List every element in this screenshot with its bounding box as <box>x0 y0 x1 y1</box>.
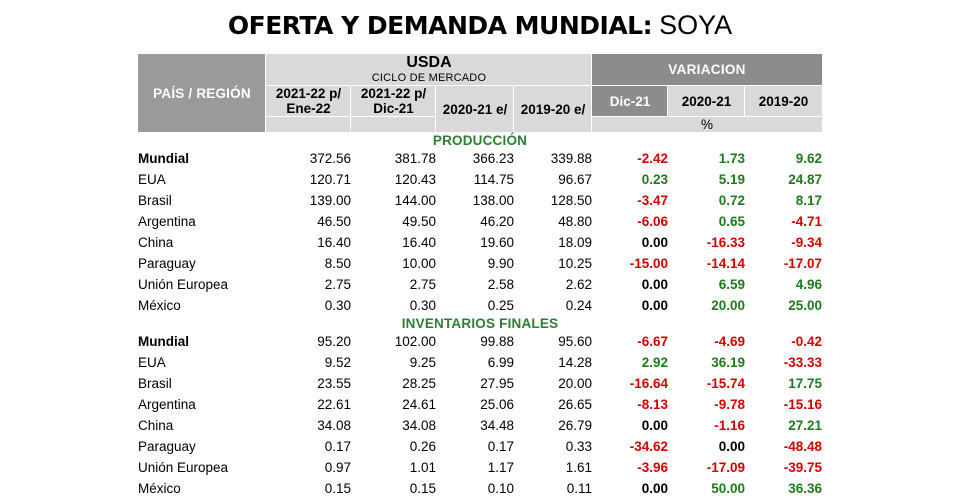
header-col-2019-20-line1: 2019-20 e/ <box>521 102 586 117</box>
cell-value: 102.00 <box>351 331 436 352</box>
cell-variation: -0.42 <box>745 331 822 352</box>
cell-value: 18.09 <box>514 232 592 253</box>
cell-variation: 0.00 <box>592 478 668 499</box>
header-var-2019-20: 2019-20 <box>745 86 822 117</box>
header-col-2020-21 <box>436 86 514 133</box>
row-region: Paraguay <box>138 436 266 457</box>
cell-variation: 27.21 <box>745 415 822 436</box>
header-col-2019-20 <box>514 86 592 133</box>
section-title-inventarios: INVENTARIOS FINALES <box>138 316 822 331</box>
cell-value: 1.17 <box>436 457 514 478</box>
cell-value: 0.97 <box>266 457 351 478</box>
cell-value: 0.15 <box>266 478 351 499</box>
header-var-2020-21: 2020-21 <box>668 86 745 117</box>
cell-value: 14.28 <box>514 352 592 373</box>
cell-value: 20.00 <box>514 373 592 394</box>
cell-value: 0.10 <box>436 478 514 499</box>
table-row <box>138 436 822 457</box>
cell-variation: 0.00 <box>592 415 668 436</box>
cell-variation: 9.62 <box>745 148 822 169</box>
cell-variation: 0.72 <box>668 190 745 211</box>
cell-value: 28.25 <box>351 373 436 394</box>
cell-value: 6.99 <box>436 352 514 373</box>
cell-variation: -3.96 <box>592 457 668 478</box>
cell-variation: -9.34 <box>745 232 822 253</box>
cell-value: 0.17 <box>266 436 351 457</box>
table-row <box>138 274 822 295</box>
cell-variation: 0.00 <box>592 295 668 316</box>
header-blank-2 <box>351 117 436 133</box>
cell-value: 46.20 <box>436 211 514 232</box>
cell-value: 120.43 <box>351 169 436 190</box>
cell-variation: 5.19 <box>668 169 745 190</box>
table-row <box>138 478 822 499</box>
cell-variation: -15.16 <box>745 394 822 415</box>
header-pct-label: % <box>592 117 822 133</box>
table-row <box>138 169 822 190</box>
cell-variation: -4.71 <box>745 211 822 232</box>
row-region: Brasil <box>138 373 266 394</box>
table-row <box>138 352 822 373</box>
header-col-2021-22-dic-line2: Dic-21 <box>351 101 435 116</box>
section-title-produccion: PRODUCCIÓN <box>138 133 822 149</box>
cell-variation: 4.96 <box>745 274 822 295</box>
cell-value: 49.50 <box>351 211 436 232</box>
cell-value: 2.75 <box>351 274 436 295</box>
cell-variation: -8.13 <box>592 394 668 415</box>
cell-variation: -4.69 <box>668 331 745 352</box>
cell-value: 9.25 <box>351 352 436 373</box>
cell-value: 22.61 <box>266 394 351 415</box>
cell-value: 10.25 <box>514 253 592 274</box>
cell-value: 120.71 <box>266 169 351 190</box>
cell-variation: 2.92 <box>592 352 668 373</box>
table-body <box>138 133 822 499</box>
cell-variation: 17.75 <box>745 373 822 394</box>
cell-value: 34.08 <box>266 415 351 436</box>
row-region: Mundial <box>138 331 266 352</box>
cell-value: 0.15 <box>351 478 436 499</box>
cell-variation: 0.65 <box>668 211 745 232</box>
cell-variation: -15.74 <box>668 373 745 394</box>
cell-variation: 0.00 <box>592 232 668 253</box>
cell-variation: -34.62 <box>592 436 668 457</box>
table-row <box>138 211 822 232</box>
cell-variation: -15.00 <box>592 253 668 274</box>
table-row <box>138 295 822 316</box>
page-title-bold: OFERTA Y DEMANDA MUNDIAL: <box>228 11 652 40</box>
cell-value: 95.20 <box>266 331 351 352</box>
cell-value: 9.52 <box>266 352 351 373</box>
header-usda-group <box>266 54 592 86</box>
table-row <box>138 190 822 211</box>
cell-value: 46.50 <box>266 211 351 232</box>
row-region: Paraguay <box>138 253 266 274</box>
cell-value: 16.40 <box>266 232 351 253</box>
cell-variation: -33.33 <box>745 352 822 373</box>
row-region: Argentina <box>138 211 266 232</box>
cell-variation: -39.75 <box>745 457 822 478</box>
cell-value: 114.75 <box>436 169 514 190</box>
cell-value: 23.55 <box>266 373 351 394</box>
cell-value: 25.06 <box>436 394 514 415</box>
supply-demand-table <box>137 53 822 499</box>
header-col-2021-22-dic-line1: 2021-22 p/ <box>361 86 426 101</box>
header-col-2021-22-dic <box>351 86 436 117</box>
cell-value: 2.75 <box>266 274 351 295</box>
cell-value: 16.40 <box>351 232 436 253</box>
row-region: EUA <box>138 352 266 373</box>
cell-value: 139.00 <box>266 190 351 211</box>
cell-value: 138.00 <box>436 190 514 211</box>
table-row <box>138 232 822 253</box>
cell-value: 128.50 <box>514 190 592 211</box>
header-usda-subtitle: CICLO DE MERCADO <box>266 72 591 85</box>
cell-value: 99.88 <box>436 331 514 352</box>
table-row <box>138 148 822 169</box>
cell-value: 24.61 <box>351 394 436 415</box>
cell-value: 381.78 <box>351 148 436 169</box>
cell-value: 0.17 <box>436 436 514 457</box>
cell-value: 2.62 <box>514 274 592 295</box>
row-region: Unión Europea <box>138 274 266 295</box>
row-region: China <box>138 232 266 253</box>
cell-variation: -3.47 <box>592 190 668 211</box>
cell-variation: -2.42 <box>592 148 668 169</box>
cell-variation: -9.78 <box>668 394 745 415</box>
header-col-2021-22-ene-line2: Ene-22 <box>266 101 350 116</box>
cell-variation: 0.00 <box>592 274 668 295</box>
cell-variation: -16.64 <box>592 373 668 394</box>
header-variacion-title: VARIACION <box>592 54 822 86</box>
cell-value: 0.26 <box>351 436 436 457</box>
cell-value: 95.60 <box>514 331 592 352</box>
row-region: Unión Europea <box>138 457 266 478</box>
header-region-label: PAÍS / REGIÓN <box>138 54 266 133</box>
cell-value: 144.00 <box>351 190 436 211</box>
cell-value: 1.01 <box>351 457 436 478</box>
header-col-2021-22-ene <box>266 86 351 117</box>
row-region: Mundial <box>138 148 266 169</box>
cell-variation: -17.07 <box>745 253 822 274</box>
cell-value: 9.90 <box>436 253 514 274</box>
cell-variation: 20.00 <box>668 295 745 316</box>
cell-variation: -48.48 <box>745 436 822 457</box>
cell-variation: 6.59 <box>668 274 745 295</box>
cell-value: 34.48 <box>436 415 514 436</box>
cell-variation: 50.00 <box>668 478 745 499</box>
cell-value: 26.79 <box>514 415 592 436</box>
cell-value: 0.11 <box>514 478 592 499</box>
table-row <box>138 394 822 415</box>
cell-variation: 1.73 <box>668 148 745 169</box>
cell-variation: 8.17 <box>745 190 822 211</box>
cell-value: 366.23 <box>436 148 514 169</box>
page-title <box>0 0 960 41</box>
cell-value: 0.24 <box>514 295 592 316</box>
row-region: México <box>138 295 266 316</box>
cell-value: 0.30 <box>266 295 351 316</box>
row-region: Argentina <box>138 394 266 415</box>
cell-value: 0.30 <box>351 295 436 316</box>
cell-value: 26.65 <box>514 394 592 415</box>
header-var-dic-21: Dic-21 <box>592 86 668 117</box>
row-region: EUA <box>138 169 266 190</box>
cell-variation: -6.67 <box>592 331 668 352</box>
header-col-2021-22-ene-line1: 2021-22 p/ <box>276 86 341 101</box>
cell-variation: -6.06 <box>592 211 668 232</box>
cell-variation: 36.36 <box>745 478 822 499</box>
table-row <box>138 373 822 394</box>
cell-value: 2.58 <box>436 274 514 295</box>
cell-value: 27.95 <box>436 373 514 394</box>
header-usda-title: USDA <box>266 54 591 72</box>
cell-variation: 0.00 <box>668 436 745 457</box>
cell-value: 48.80 <box>514 211 592 232</box>
cell-value: 10.00 <box>351 253 436 274</box>
cell-value: 19.60 <box>436 232 514 253</box>
page-title-light: SOYA <box>659 10 732 40</box>
cell-variation: -17.09 <box>668 457 745 478</box>
table-row <box>138 457 822 478</box>
cell-value: 339.88 <box>514 148 592 169</box>
cell-value: 8.50 <box>266 253 351 274</box>
cell-variation: 0.23 <box>592 169 668 190</box>
table-header <box>138 54 822 133</box>
table-row <box>138 415 822 436</box>
cell-value: 1.61 <box>514 457 592 478</box>
cell-variation: -16.33 <box>668 232 745 253</box>
row-region: Brasil <box>138 190 266 211</box>
cell-variation: -1.16 <box>668 415 745 436</box>
table-row <box>138 331 822 352</box>
cell-value: 34.08 <box>351 415 436 436</box>
cell-variation: 25.00 <box>745 295 822 316</box>
header-blank-1 <box>266 117 351 133</box>
header-col-2020-21-line1: 2020-21 e/ <box>443 102 508 117</box>
cell-value: 0.25 <box>436 295 514 316</box>
cell-value: 96.67 <box>514 169 592 190</box>
row-region: México <box>138 478 266 499</box>
cell-value: 372.56 <box>266 148 351 169</box>
cell-variation: -14.14 <box>668 253 745 274</box>
cell-value: 0.33 <box>514 436 592 457</box>
cell-variation: 24.87 <box>745 169 822 190</box>
cell-variation: 36.19 <box>668 352 745 373</box>
table-row <box>138 253 822 274</box>
row-region: China <box>138 415 266 436</box>
